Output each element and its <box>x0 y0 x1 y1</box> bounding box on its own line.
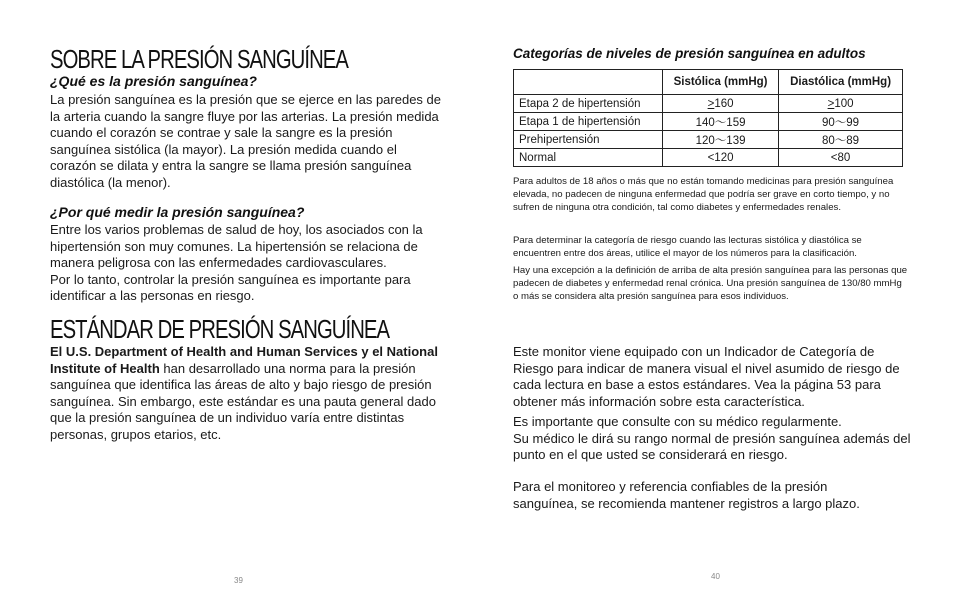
paragraph-consult-doctor-a: Es importante que consulte con su médico regularmente. <box>513 414 842 429</box>
paragraph-why-measure-b: Por lo tanto, controlar la presión sanguínea es importante para identificar a las personas en riesgo. <box>50 271 411 303</box>
blood-pressure-table <box>513 69 903 167</box>
table-title: Categorías de niveles de presión sanguínea en adultos <box>513 46 866 61</box>
table-row <box>514 95 903 113</box>
table-header-systolic: Sistólica (mmHg) <box>663 70 779 95</box>
paragraph-consult-doctor <box>513 414 918 464</box>
section-title-blood-pressure-standard: ESTÁNDAR DE PRESIÓN SANGUÍNEA <box>50 314 390 344</box>
paragraph-records <box>513 479 893 512</box>
page-number-left: 39 <box>234 576 243 585</box>
table-cell-diastolic: <80 <box>779 149 903 167</box>
paragraph-standard <box>50 344 442 443</box>
table-cell-category: Prehipertensión <box>514 131 663 149</box>
table-cell-diastolic: 80～89 <box>779 131 903 149</box>
paragraph-what-is <box>50 92 442 191</box>
ge-symbol: > <box>707 97 715 110</box>
table-cell-category: Etapa 1 de hipertensión <box>514 113 663 131</box>
note-adults: Para adultos de 18 años o más que no están tomando medicinas para presión sanguínea elevada, no padecen de ninguna enfermedad que podría ser grave en corto tiempo, y no sufren de ninguna otra condición, tal como diabetes y enfermedades renales. <box>513 176 894 213</box>
page-number-right: 40 <box>711 572 720 581</box>
table-header-diastolic: Diastólica (mmHg) <box>779 70 903 95</box>
paragraph-standard-rest: han desarrollado una norma para la presión sanguínea que identifica las áreas de alto y bajo riesgo de presión sanguínea. Sin embargo, este estándar es una pauta general dado que la presión sanguínea de un individuo varía entre distintas personas, grupos etarios, etc. <box>50 360 436 442</box>
section-title-about-blood-pressure: SOBRE LA PRESIÓN SANGUÍNEA <box>50 44 348 74</box>
paragraph-records-text: Para el monitoreo y referencia confiables de la presión sanguínea, se recomienda mantener registros a largo plazo. <box>513 479 860 511</box>
table-cell-systolic <box>663 95 779 113</box>
question-why-measure: ¿Por qué medir la presión sanguínea? <box>50 204 305 220</box>
note-exception: Hay una excepción a la definición de arriba de alta presión sanguínea para las personas que padecen de diabetes y enfermedad renal crónica. Una presión sanguínea de 130/80 mmHg o más se considera alta presión sanguínea para esos individuos. <box>513 265 908 302</box>
paragraph-why-measure-a: Entre los varios problemas de salud de hoy, los asociados con la hipertensión son muy comunes. La hipertensión se relaciona de manera peligrosa con las enfermedades cardiovasculares. <box>50 222 423 270</box>
table-cell-category: Etapa 2 de hipertensión <box>514 95 663 113</box>
table-cell-systolic: 140～159 <box>663 113 779 131</box>
table-row <box>514 113 903 131</box>
table-cell-diastolic: 90～99 <box>779 113 903 131</box>
table-cell-category: Normal <box>514 149 663 167</box>
table-row <box>514 131 903 149</box>
value: 100 <box>834 97 854 110</box>
table-header-row <box>514 70 903 95</box>
paragraph-monitor-indicator <box>513 344 918 410</box>
table-cell-systolic: 120～139 <box>663 131 779 149</box>
ge-symbol: > <box>827 97 835 110</box>
question-what-is-blood-pressure: ¿Qué es la presión sanguínea? <box>50 73 257 89</box>
paragraph-what-is-text: La presión sanguínea es la presión que se ejerce en las paredes de la arteria cuando la sangre fluye por las arterias. La presión medida cuando el corazón se contrae y sale la sangre es la presión sanguínea sistólica (la mayor). La presión medida cuando el corazón se dilata y entra la sangre se llama presión sanguínea diastólica (la menor). <box>50 92 441 190</box>
paragraph-why-measure <box>50 222 442 305</box>
table-row <box>514 149 903 167</box>
value: 160 <box>714 97 734 110</box>
table-header-empty <box>514 70 663 95</box>
table-cell-diastolic <box>779 95 903 113</box>
paragraph-consult-doctor-b: Su médico le dirá su rango normal de presión sanguínea además del punto en el que usted se considerará en riesgo. <box>513 430 911 462</box>
paragraph-standard-bold: El U.S. Department of Health and Human Services y el National Institute of Health <box>50 344 438 376</box>
note-risk-category: Para determinar la categoría de riesgo cuando las lecturas sistólica y diastólica se encuentren entre dos áreas, utilice el mayor de los números para la clasificación. <box>513 235 862 259</box>
table-cell-systolic: <120 <box>663 149 779 167</box>
paragraph-monitor-indicator-text: Este monitor viene equipado con un Indicador de Categoría de Riesgo para indicar de manera visual el nivel asumido de riesgo de cada lectura en base a estos estándares. Vea la página 53 para obtener más información sobre esta característica. <box>513 344 900 409</box>
